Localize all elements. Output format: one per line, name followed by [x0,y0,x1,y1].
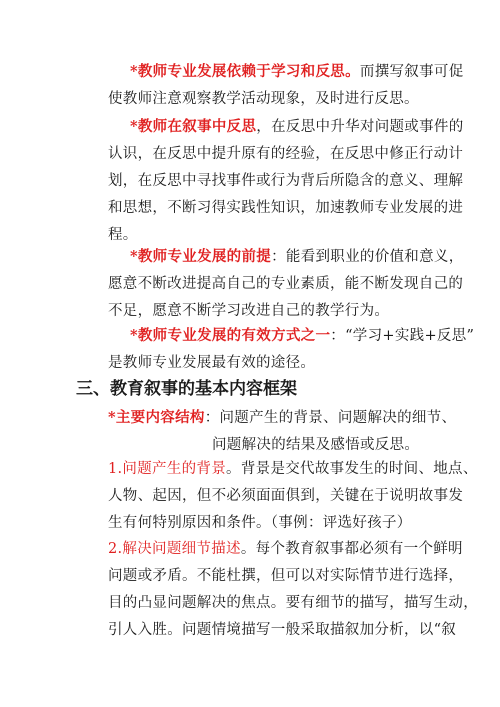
red-lead-text: *主要内容结构 [108,409,205,426]
paragraph-main-structure [108,404,457,459]
text-line: 目的凸显问题解决的焦点。要有细节的描写，描写生动， [108,595,478,611]
text-line: 引人入胜。问题情境描写一般采取描叙加分析，以“叙 [108,622,457,638]
text-line: 生有何特别原因和条件。（事例：评选好孩子） [108,515,412,531]
text-line: 愿意不断改进提高自己的专业素质，能不断发现自己的 [108,276,464,292]
paragraph-reflect-in-narrative [108,113,464,249]
text-line: 是教师专业发展最有效的途径。 [108,355,316,371]
red-lead-text: *教师专业发展的有效方式之一 [130,327,331,344]
text-line: *教师专业发展依赖于学习和反思。而撰写叙事可促 [130,63,464,80]
text-line: 划，在反思中寻找事件或行为背后所隐含的意义、理解 [108,173,464,189]
red-lead-text: 1.问题产生的背景 [108,461,227,477]
paragraph-learning-reflection [108,58,464,113]
text-line: 认识，在反思中提升原有的经验，在反思中修正行动计 [108,146,464,162]
text-line: 人物、起因，但不必须面面俱到，关键在于说明故事发 [108,488,464,504]
text-line: *教师在叙事中反思，在反思中升华对问题或事件的 [130,118,464,135]
paragraph-detail-description [108,536,478,644]
text-line: 程。 [108,227,138,243]
section-heading: 三、教育叙事的基本内容框架 [76,379,297,399]
text-line: 问题解决的结果及感悟或反思。 [212,437,420,453]
text-line: *主要内容结构：问题产生的背景、问题解决的细节、 [108,409,457,426]
text-line: *教师专业发展的有效方式之一：“学习+实践+反思” [130,327,475,344]
paragraph-prerequisite [108,243,464,325]
text-line: 使教师注意观察教学活动现象，及时进行反思。 [108,91,419,107]
red-lead-text: *教师在叙事中反思 [130,118,257,135]
text-line: *教师专业发展的前提：能看到职业的价值和意义， [130,248,464,265]
text-line: 不足，愿意不断学习改进自己的教学行为。 [108,303,390,319]
text-line: 2.解决问题细节描述。每个教育叙事都必须有一个鲜明 [108,541,463,557]
red-lead-text: 2.解决问题细节描述 [108,541,241,557]
paragraph-background [108,456,478,537]
text-line: 问题或矛盾。不能杜撰，但可以对实际情节进行选择， [108,568,464,584]
text-line: 1.问题产生的背景。背景是交代故事发生的时间、地点、 [108,461,478,477]
red-lead-text: *教师专业发展依赖于学习和反思。 [130,63,360,80]
paragraph-effective-method [108,322,475,377]
red-lead-text: *教师专业发展的前提 [130,248,272,265]
text-line: 和思想，不断习得实践性知识，加速教师专业发展的进 [108,200,464,216]
